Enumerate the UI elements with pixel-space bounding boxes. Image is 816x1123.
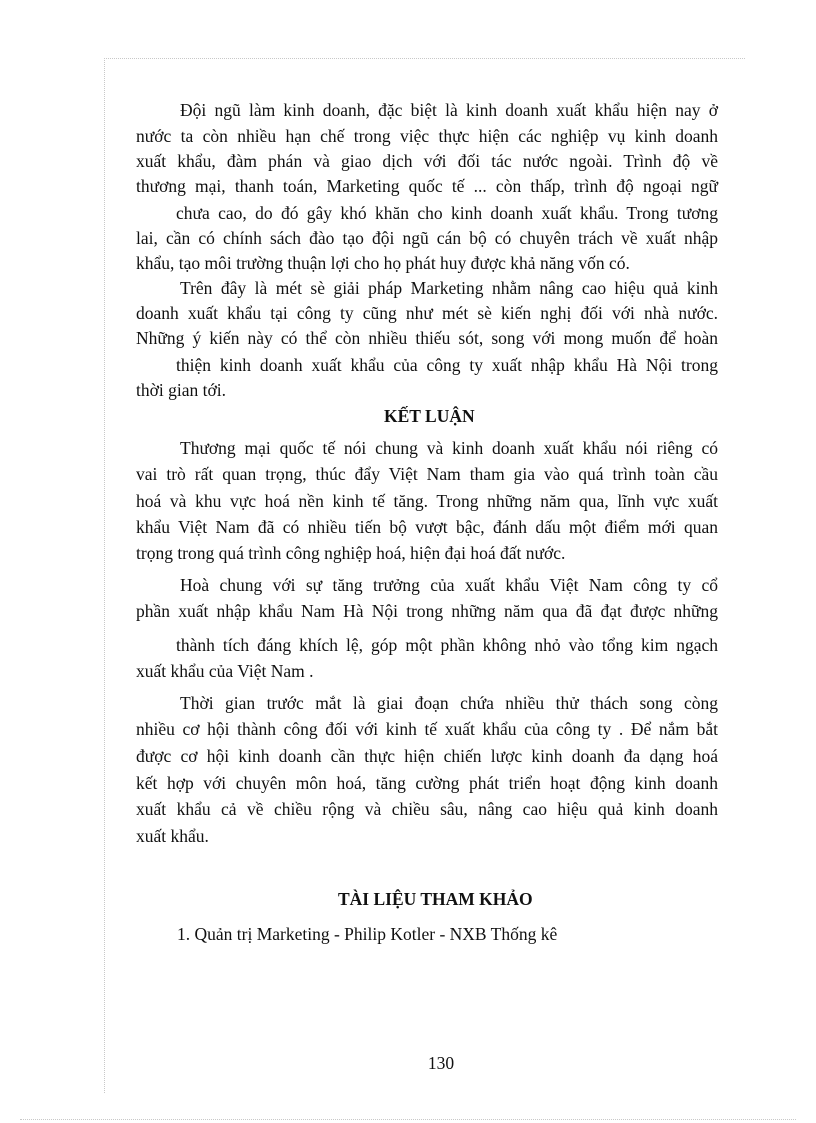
text-line: nước ta còn nhiều hạn chế trong việc thực hiện các nghiệp vụ kinh doanh xyxy=(136,126,718,146)
text-line: nhiều cơ hội thành công đối với kinh tế xuất khẩu của công ty . Để nắm bắt xyxy=(136,719,718,739)
text-line: Thương mại quốc tế nói chung và kinh doanh xuất khẩu nói riêng có xyxy=(180,438,718,458)
text-line: trọng trong quá trình công nghiệp hoá, hiện đại hoá đất nước. xyxy=(136,543,566,563)
text-line: doanh xuất khẩu tại công ty cũng như mét sè kiến nghị đối với nhà nước. xyxy=(136,303,718,323)
text-line: thiện kinh doanh xuất khẩu của công ty xuất nhập khẩu Hà Nội trong xyxy=(176,355,718,375)
text-line: xuất khẩu của Việt Nam . xyxy=(136,661,314,681)
text-line: được cơ hội kinh doanh cần thực hiện chiến lược kinh doanh đa dạng hoá xyxy=(136,746,718,766)
text-line: xuất khẩu cả về chiều rộng và chiều sâu, nâng cao hiệu quả kinh doanh xyxy=(136,799,718,819)
bottom-rule xyxy=(20,1119,796,1120)
text-line: Trên đây là mét sè giải pháp Marketing nhằm nâng cao hiệu quả kinh xyxy=(180,278,718,298)
text-line: Đội ngũ làm kinh doanh, đặc biệt là kinh doanh xuất khẩu hiện nay ở xyxy=(180,100,718,120)
text-line: lai, cần có chính sách đào tạo đội ngũ cán bộ có chuyên trách về xuất nhập xyxy=(136,228,718,248)
reference-item: 1. Quản trị Marketing - Philip Kotler - NXB Thống kê xyxy=(177,924,558,944)
text-line: phần xuất nhập khẩu Nam Hà Nội trong những năm qua đã đạt được những xyxy=(136,601,718,621)
text-line: Thời gian trước mắt là giai đoạn chứa nhiều thử thách song còng xyxy=(180,693,718,713)
text-line: hoá và khu vực hoá nền kinh tế tăng. Trong những năm qua, lĩnh vực xuất xyxy=(136,491,718,511)
references-heading: TÀI LIỆU THAM KHẢO xyxy=(338,889,533,909)
text-line: Hoà chung với sự tăng trưởng của xuất khẩu Việt Nam công ty cổ xyxy=(180,575,718,595)
text-line: Những ý kiến này có thể còn nhiều thiếu sót, song với mong muốn để hoàn xyxy=(136,328,718,348)
text-line: thành tích đáng khích lệ, góp một phần không nhỏ vào tổng kim ngạch xyxy=(176,635,718,655)
text-line: thương mại, thanh toán, Marketing quốc tế ... còn thấp, trình độ ngoại ngữ xyxy=(136,176,718,196)
page-number: 130 xyxy=(427,1053,455,1073)
text-line: khẩu Việt Nam đã có nhiều tiến bộ vượt bậc, đánh dấu một điểm mới quan xyxy=(136,517,718,537)
text-line: thời gian tới. xyxy=(136,380,226,400)
text-line: vai trò rất quan trọng, thúc đẩy Việt Nam tham gia vào quá trình toàn cầu xyxy=(136,464,718,484)
text-line: xuất khẩu, đàm phán và giao dịch với đối tác nước ngoài. Trình độ về xyxy=(136,151,718,171)
text-line: kết hợp với chuyên môn hoá, tăng cường phát triển hoạt động kinh doanh xyxy=(136,773,718,793)
text-line: chưa cao, do đó gây khó khăn cho kinh doanh xuất khẩu. Trong tương xyxy=(176,203,718,223)
conclusion-heading: KẾT LUẬN xyxy=(384,406,475,426)
text-line: khẩu, tạo môi trường thuận lợi cho họ phát huy được khả năng vốn có. xyxy=(136,253,630,273)
text-line: xuất khẩu. xyxy=(136,826,209,846)
